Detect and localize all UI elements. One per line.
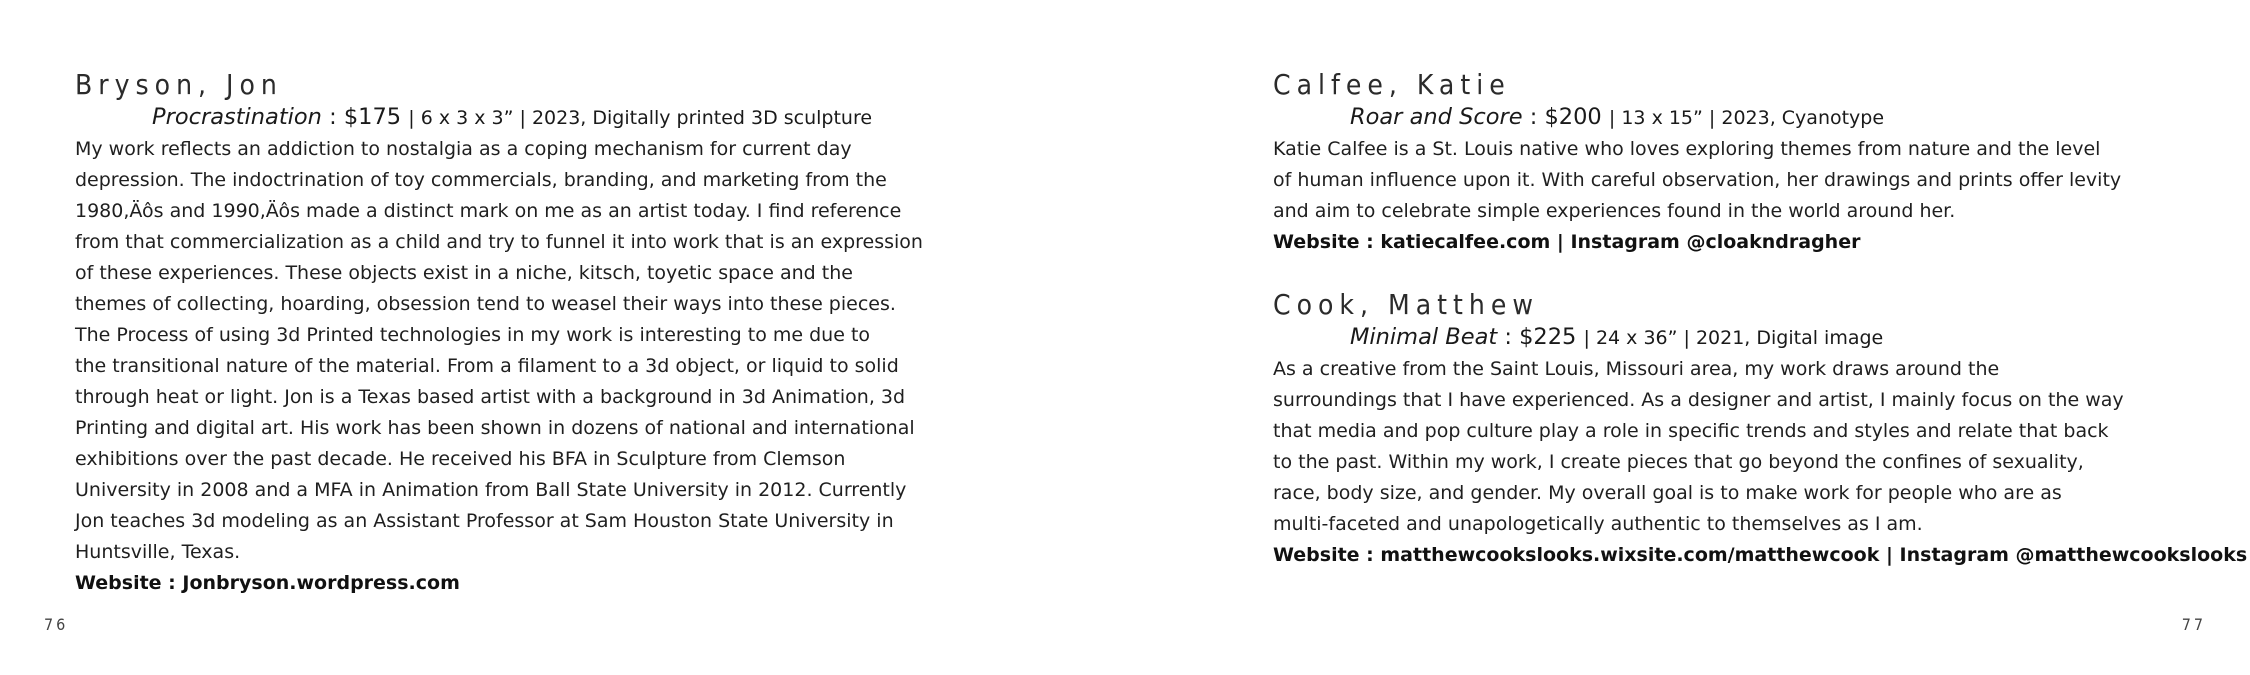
work-year-medium: 2023, Cyanotype [1721, 107, 1885, 129]
artist-links: Website : Jonbryson.wordpress.com [75, 572, 460, 594]
artist-name: Calfee, Katie [1273, 68, 1511, 101]
artist-bio [75, 134, 995, 568]
work-info [1350, 102, 2193, 134]
bio-line: multi-faceted and unapologetically authentic to themselves as I am. [1273, 513, 1923, 535]
work-dimensions: | 24 x 36” | [1583, 327, 1696, 349]
artist-entry-cook [1273, 288, 2248, 571]
work-info [152, 102, 995, 134]
work-dimensions: | 13 x 15” | [1608, 107, 1722, 129]
work-title: Procrastination [152, 104, 322, 130]
bio-line: the transitional nature of the material. From a filament to a 3d object, or liquid to solid [75, 355, 899, 377]
artist-links: Website : matthewcookslooks.wixsite.com/matthewcook | Instagram @matthewcookslooks [1273, 544, 2248, 566]
artist-links: Website : katiecalfee.com | Instagram @cloakndragher [1273, 231, 1861, 253]
bio-line: 1980,Äôs and 1990,Äôs made a distinct mark on me as an artist today. I find reference [75, 200, 902, 222]
bio-line: themes of collecting, hoarding, obsession tend to weasel their ways into these pieces. [75, 293, 896, 315]
bio-line: exhibitions over the past decade. He received his BFA in Sculpture from Clemson [75, 448, 846, 470]
artist-name: Bryson, Jon [75, 68, 283, 101]
artist-name: Cook, Matthew [1273, 288, 1539, 321]
bio-line: Printing and digital art. His work has been shown in dozens of national and international [75, 417, 915, 439]
bio-line: and aim to celebrate simple experiences found in the world around her. [1273, 200, 1956, 222]
artist-bio [1273, 354, 2193, 540]
bio-line: The Process of using 3d Printed technologies in my work is interesting to me due to [75, 324, 871, 346]
bio-line: that media and pop culture play a role in specific trends and styles and relate that back [1273, 420, 2109, 442]
right-page [1125, 0, 2250, 675]
work-year-medium: 2021, Digital image [1695, 327, 1884, 349]
work-year-medium: 2023, Digitally printed 3D sculpture [531, 107, 873, 129]
work-price: : $175 [321, 104, 409, 130]
bio-line: through heat or light. Jon is a Texas based artist with a background in 3d Animation, 3d [75, 386, 906, 408]
work-dimensions: | 6 x 3 x 3” | [408, 107, 532, 129]
work-price: : $225 [1497, 324, 1584, 350]
artist-entry-bryson [75, 68, 995, 599]
work-price: : $200 [1522, 104, 1609, 130]
bio-line: of these experiences. These objects exist in a niche, kitsch, toyetic space and the [75, 262, 853, 284]
bio-line: As a creative from the Saint Louis, Missouri area, my work draws around the [1273, 358, 2000, 380]
bio-line: University in 2008 and a MFA in Animation from Ball State University in 2012. Currently [75, 479, 907, 501]
page-number: 76 [44, 615, 69, 634]
artist-entry-calfee [1273, 68, 2193, 258]
bio-line: Jon teaches 3d modeling as an Assistant Professor at Sam Houston State University in [75, 510, 894, 532]
bio-line: from that commercialization as a child and try to funnel it into work that is an expression [75, 231, 923, 253]
bio-line: Katie Calfee is a St. Louis native who loves exploring themes from nature and the level [1273, 138, 2101, 160]
bio-line: race, body size, and gender. My overall goal is to make work for people who are as [1273, 482, 2062, 504]
bio-line: surroundings that I have experienced. As a designer and artist, I mainly focus on the way [1273, 389, 2124, 411]
bio-line: Huntsville, Texas. [75, 541, 241, 563]
bio-line: My work reflects an addiction to nostalgia as a coping mechanism for current day [75, 138, 852, 160]
work-info [1350, 322, 2193, 354]
bio-line: of human influence upon it. With careful observation, her drawings and prints offer levity [1273, 169, 2122, 191]
bio-line: to the past. Within my work, I create pieces that go beyond the confines of sexuality, [1273, 451, 2084, 473]
work-title: Minimal Beat [1350, 324, 1498, 350]
artist-bio [1273, 134, 2193, 227]
work-title: Roar and Score [1350, 104, 1523, 130]
bio-line: depression. The indoctrination of toy commercials, branding, and marketing from the [75, 169, 887, 191]
page-number: 77 [2181, 615, 2206, 634]
